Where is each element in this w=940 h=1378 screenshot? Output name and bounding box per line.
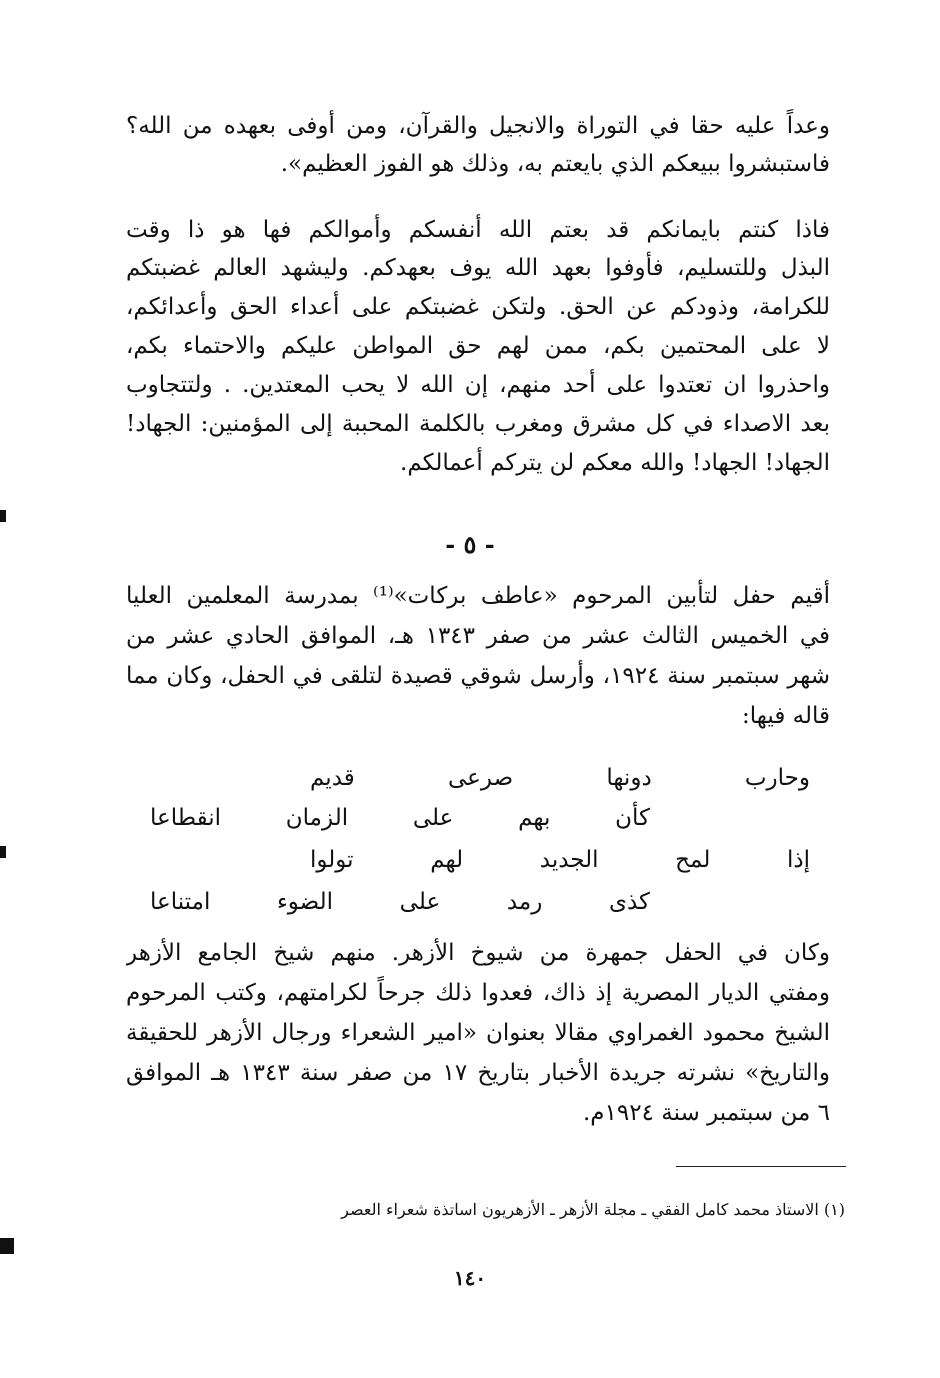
footnote-divider [676,1166,846,1167]
footnote: (١) الاستاذ محمد كامل الفقي ـ مجلة الأزهر ـ الأزهريون اساتذة شعراء العصر [341,1200,845,1219]
text-line: أقيم حفل لتأبين المرحوم «عاطف بركات»⁽¹⁾ بمدرسة المعلمين العليا [126,583,830,609]
section-number: - ٥ - [445,530,495,559]
scan-edge-mark [0,1238,14,1254]
text-line: والتاريخ» نشرته جريدة الأخبار بتاريخ ١٧ من صفر سنة ١٣٤٣ هـ الموافق [126,1060,830,1086]
text-line: فاذا كنتم بايمانكم قد بعتم الله أنفسكم وأموالكم فها هو ذا وقت [126,217,830,243]
poem-verse: وحارب دونها صرعى قديم [310,765,810,791]
scan-edge-mark [0,846,6,858]
page-number: ١٤٠ [453,1266,487,1290]
poem-verse: كذى رمد على الضوء امتناعا [150,889,650,915]
text-line: الجهاد! الجهاد! والله معكم لن يتركم أعمالكم. [400,450,830,476]
text-line: في الخميس الثالث عشر من صفر ١٣٤٣ هـ، الموافق الحادي عشر من [126,623,830,649]
poem-verse: كأن بهم على الزمان انقطاعا [150,805,650,831]
text-line: وعداً عليه حقا في التوراة والانجيل والقرآن، ومن أوفى بعهده من الله؟ [126,113,830,139]
text-line: الشيخ محمود الغمراوي مقالا بعنوان «امير الشعراء ورجال الأزهر للحقيقة [126,1020,830,1046]
text-line: ومفتي الديار المصرية إذ ذاك، فعدوا ذلك جرحاً لكرامتهم، وكتب المرحوم [126,980,830,1006]
poem-verse: إذا لمح الجديد لهم تولوا [310,847,810,873]
text-line: فاستبشروا ببيعكم الذي بايعتم به، وذلك هو الفوز العظيم». [280,151,830,177]
text-line: شهر سبتمبر سنة ١٩٢٤، وأرسل شوقي قصيدة لتلقى في الحفل، وكان مما [126,663,830,689]
text-line: قاله فيها: [742,703,830,729]
text-line: واحذروا ان تعتدوا على أحد منهم، إن الله لا يحب المعتدين. . ولتتجاوب [126,372,830,398]
text-line: البذل وللتسليم، فأوفوا بعهد الله يوف بعهدكم. وليشهد العالم غضبتكم [126,255,830,281]
text-line: ٦ من سبتمبر سنة ١٩٢٤م. [582,1100,830,1126]
text-line: لا على المحتمين بكم، ممن لهم حق المواطن عليكم والاحتماء بكم، [126,333,830,359]
scan-edge-mark [0,510,6,522]
text-line: بعد الاصداء في كل مشرق ومغرب بالكلمة المحببة إلى المؤمنين: الجهاد! [126,411,830,437]
text-line: للكرامة، وذودكم عن الحق. ولتكن غضبتكم على أعداء الحق وأعدائكم، [126,294,830,320]
text-line: وكان في الحفل جمهرة من شيوخ الأزهر. منهم شيخ الجامع الأزهر [126,940,830,966]
